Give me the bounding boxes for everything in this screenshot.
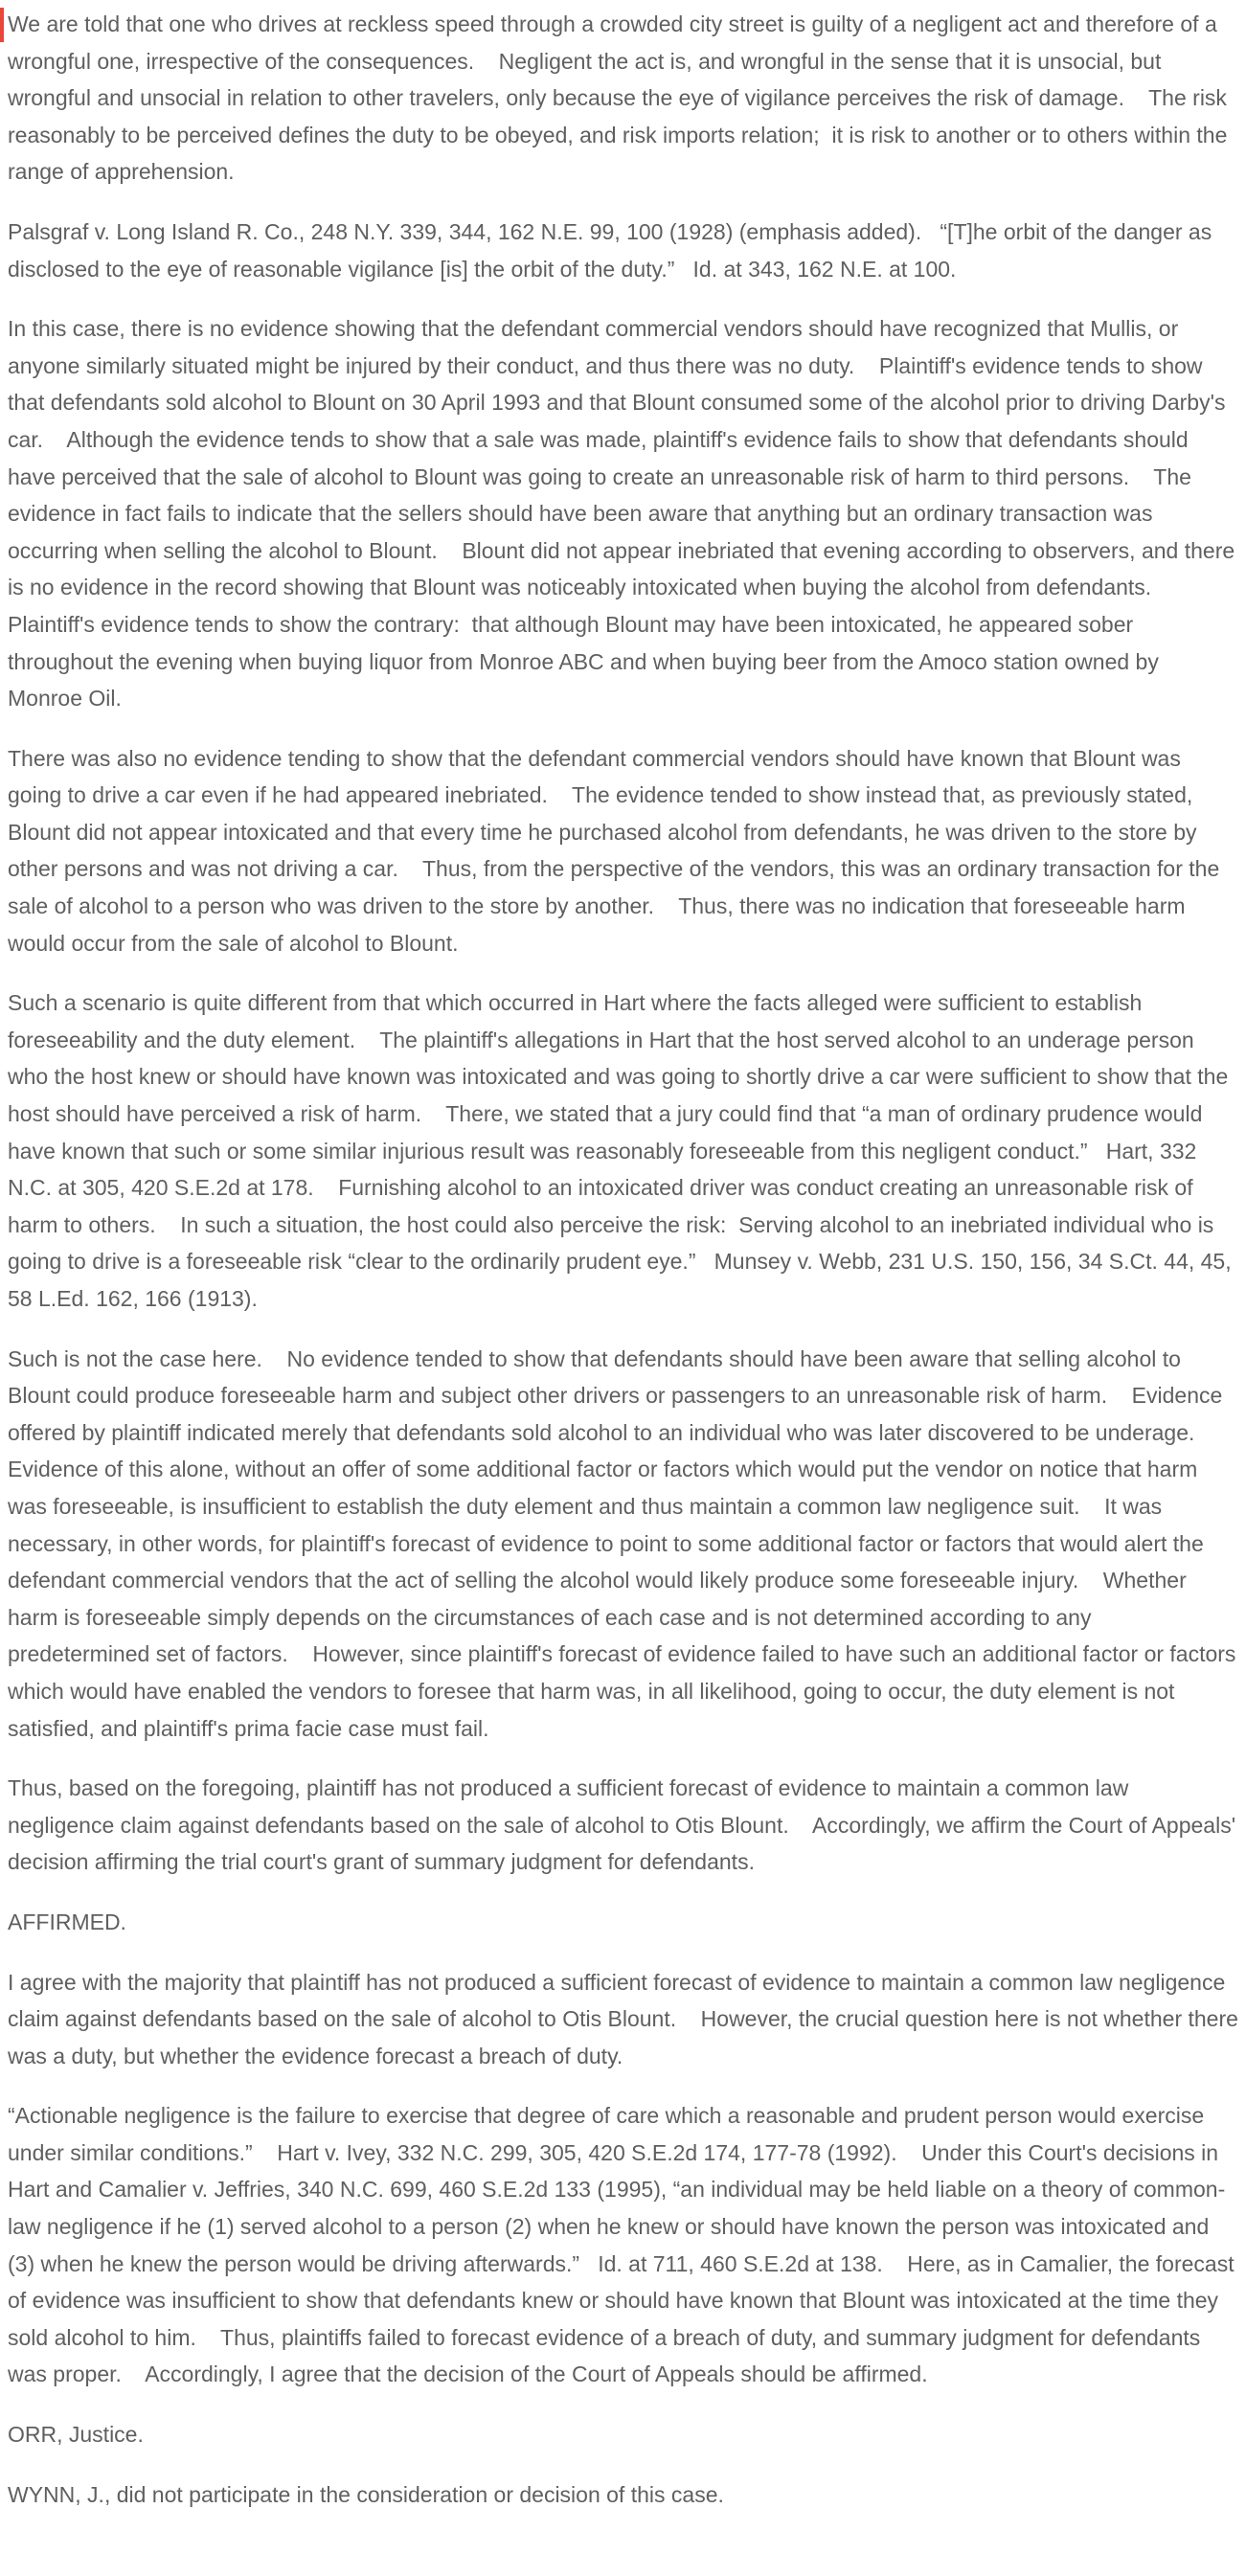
paragraph-no-evidence: In this case, there is no evidence showing that the defendant commercial vendors should have recognized that Mullis, or anyone similarly situated might be injured by their conduct, and thus there was no duty. Plaintiff's evidence tends to show that defendants sold alcohol to Blount on 30 April 1993 and that Blount consumed some of the alcohol prior to driving Darby's car. Although the evidence tends to show that a sale was made, plaintiff's evidence fails to show that defendants should have perceived that the sale of alcohol to Blount was going to create an unreasonable risk of harm to third persons. The evidence in fact fails to indicate that the sellers should have been aware that anything but an ordinary transaction was occurring when selling the alcohol to Blount. Blount did not appear inebriated that evening according to observers, and there is no evidence in the record showing that Blount was noticeably intoxicated when buying the alcohol from defendants. Plaintiff's evidence tends to show the contrary: that although Blount may have been intoxicated, he appeared sober throughout the evening when buying liquor from Monroe ABC and when buying beer from the Amoco station owned by Monroe Oil. xyxy=(8,316,1241,712)
paragraph-no-driving-evidence: There was also no evidence tending to show that the defendant commercial vendors should have known that Blount was going to drive a car even if he had appeared inebriated. The evidence tended to show instead that, as previously stated, Blount did not appear intoxicated and that every time he purchased alcohol from defendants, he was driven to the store by other persons and was not driving a car. Thus, from the perspective of the vendors, this was an ordinary transaction for the sale of alcohol to a person who was driven to the store by another. Thus, there was no indication that foreseeable harm would occur from the sale of alcohol to Blount. xyxy=(8,745,1226,956)
paragraph-palsgraf-citation: Palsgraf v. Long Island R. Co., 248 N.Y. 339, 344, 162 N.E. 99, 100 (1928) (emphasis added). “[T]he orbit of the danger as disclosed to the eye of reasonable vigilance [is] the orbit of the duty.” Id. at 343, 162 N.E. at 100. xyxy=(8,218,1218,282)
paragraph-conclusion: Thus, based on the foregoing, plaintiff has not produced a sufficient forecast of evidence to maintain a common law negligence claim against defendants based on the sale of alcohol to Otis Blount. Accordingly, we affirm the Court of Appeals' decision affirming the trial court's grant of summary judgment for defendants. xyxy=(8,1775,1242,1875)
paragraph-hart-comparison: Such a scenario is quite different from that which occurred in Hart where the facts alleged were sufficient to establish foreseeability and the duty element. The plaintiff's allegations in Hart that the host served alcohol to an underage person who the host knew or should have known was intoxicated and was going to shortly drive a car were sufficient to show that the host should have perceived a risk of harm. There, we stated that a jury could find that “a man of ordinary prudence would have known that such or some similar injurious result was reasonably foreseeable from this negligent conduct.” Hart, 332 N.C. at 305, 420 S.E.2d at 178. Furnishing alcohol to an intoxicated driver was conduct creating an unreasonable risk of harm to others. In such a situation, the host could also perceive the risk: Serving alcohol to an inebriated individual who is going to drive is a foreseeable risk “clear to the ordinarily prudent eye.” Munsey v. Webb, 231 U.S. 150, 156, 34 S.Ct. 44, 45, 58 L.Ed. 162, 166 (1913). xyxy=(8,990,1238,1311)
paragraph-concurrence-intro: I agree with the majority that plaintiff has not produced a sufficient forecast of evidence to maintain a common law negligence claim against defendants based on the sale of alcohol to Otis Blount. However, the crucial question here is not whether there was a duty, but whether the evidence forecast a breach of duty. xyxy=(8,1969,1245,2068)
paragraph-concurrence-analysis: “Actionable negligence is the failure to exercise that degree of care which a reasonable and prudent person would exercise under similar conditions.” Hart v. Ivey, 332 N.C. 299, 305, 420 S.E.2d 174, 177-78 (1992). Under this Court's decisions in Hart and Camalier v. Jeffries, 340 N.C. 699, 460 S.E.2d 133 (1995), “an individual may be held liable on a theory of common-law negligence if he (1) served alcohol to a person (2) when he knew or should have known the person was intoxicated and (3) when he knew the person would be driving afterwards.” Id. at 711, 460 S.E.2d at 138. Here, as in Camalier, the forecast of evidence was insufficient to show that defendants knew or should have known that Blount was intoxicated at the time they sold alcohol to him. Thus, plaintiffs failed to forecast evidence of a breach of duty, and summary judgment for defendants was proper. Accordingly, I agree that the decision of the Court of Appeals should be affirmed. xyxy=(8,2103,1240,2387)
paragraph-not-the-case: Such is not the case here. No evidence tended to show that defendants should have been aware that selling alcohol to Blount could produce foreseeable harm and subject other drivers or passengers to an unreasonable risk of harm. Evidence offered by plaintiff indicated merely that defendants sold alcohol to an individual who was later discovered to be underage. Evidence of this alone, without an offer of some additional factor or factors which would put the vendor on notice that harm was foreseeable, is insufficient to establish the duty element and thus maintain a common law negligence suit. It was necessary, in other words, for plaintiff's forecast of evidence to point to some additional factor or factors that would alert the defendant commercial vendors that the act of selling the alcohol would likely produce some foreseeable injury. Whether harm is foreseeable simply depends on the circumstances of each case and is not determined according to any predetermined set of factors. However, since plaintiff's forecast of evidence failed to have such an additional factor or factors which would have enabled the vendors to foresee that harm was, in all likelihood, going to occur, the duty element is not satisfied, and plaintiff's prima facie case must fail. xyxy=(8,1345,1242,1741)
paragraph-palsgraf-quote: We are told that one who drives at reckless speed through a crowded city street is guilty of a negligent act and therefore of a wrongful one, irrespective of the consequences. Negligent the act is, and wrongful in the sense that it is unsocial, but wrongful and unsocial in relation to other travelers, only because the eye of vigilance perceives the risk of damage. The risk reasonably to be perceived defines the duty to be obeyed, and risk imports relation; it is risk to another or to others within the range of apprehension. xyxy=(8,11,1234,185)
paragraph-author: ORR, Justice. xyxy=(8,2422,144,2448)
paragraph-affirmed: AFFIRMED. xyxy=(8,1909,126,1934)
paragraph-nonparticipation: WYNN, J., did not participate in the consideration or decision of this case. xyxy=(8,2481,724,2507)
